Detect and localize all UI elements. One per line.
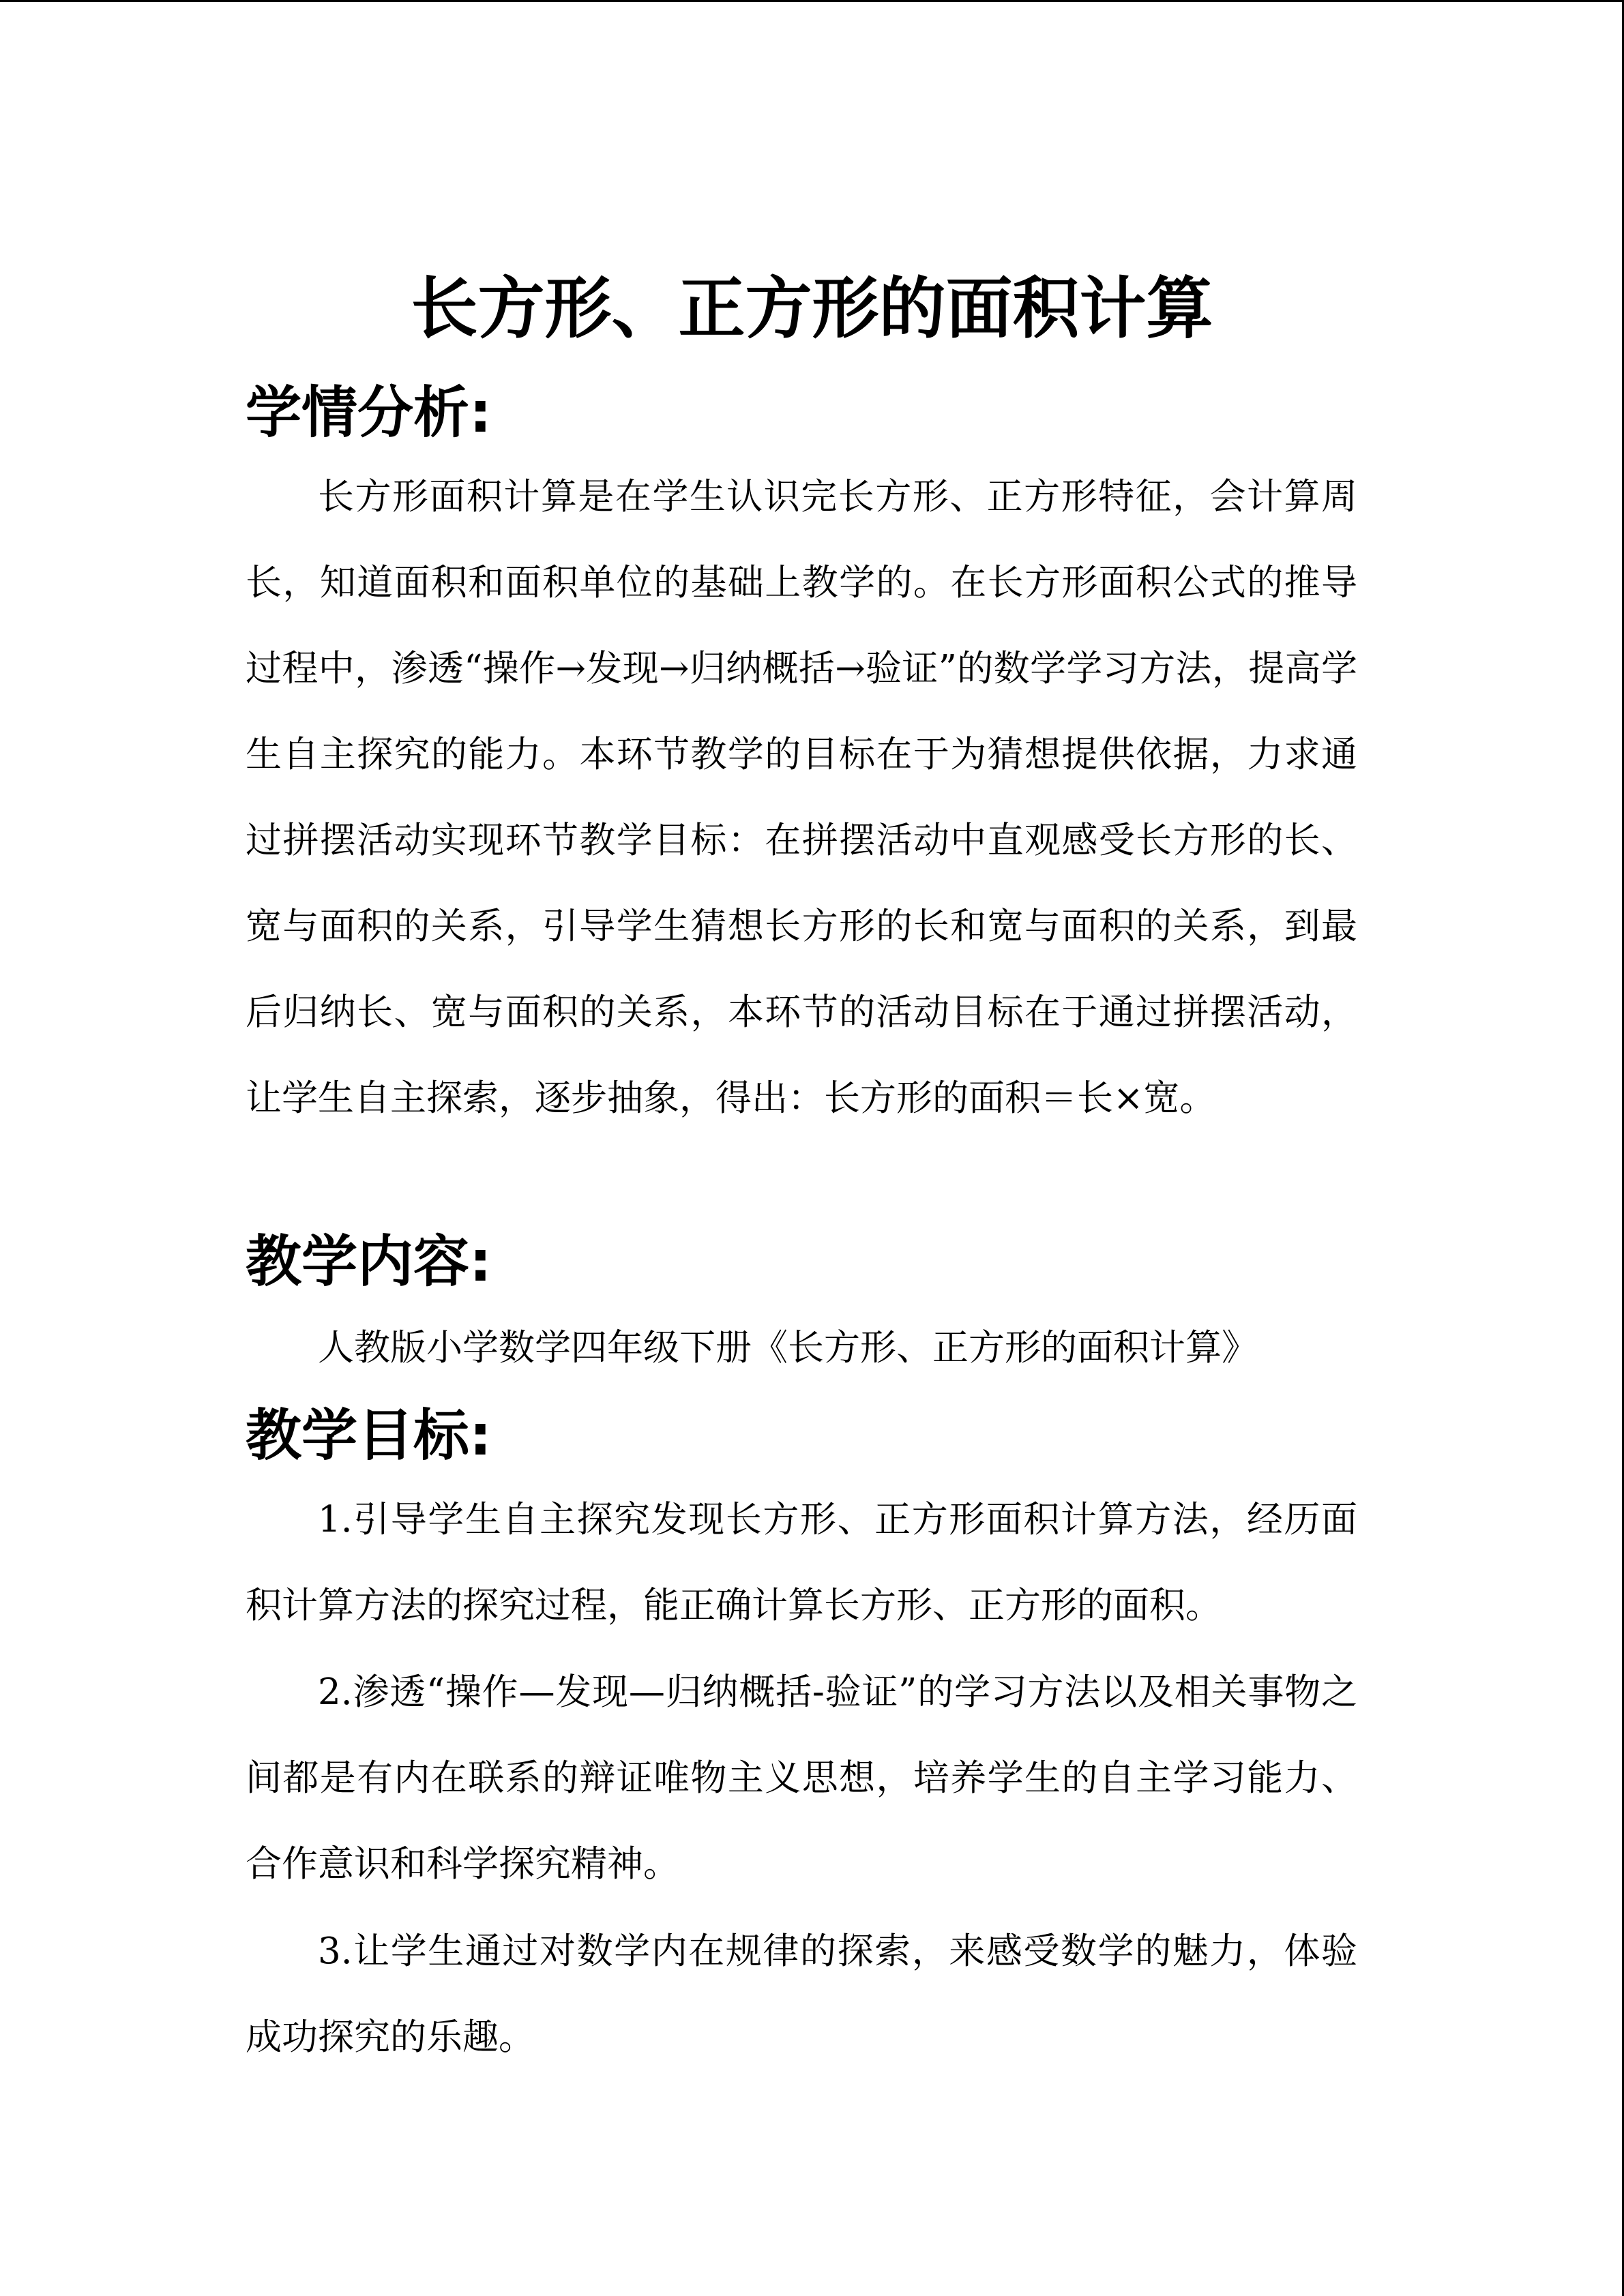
section-heading-analysis: 学情分析: [246, 381, 492, 445]
section-heading-content: 教学内容: [246, 1229, 492, 1294]
objective-item: 3.让学生通过对数学内在规律的探索，来感受数学的魅力，体验成功探究的乐趣。 [246, 1930, 1357, 2058]
document-title: 长方形、正方形的面积计算 [411, 270, 1213, 348]
objective-item: 2.渗透“操作—发现—归纳概括-验证”的学习方法以及相关事物之间都是有内在联系的辩证唯物主义思想，培养学生的自主学习能力、合作意识和科学探究精神。 [246, 1671, 1357, 1885]
content-paragraph: 人教版小学数学四年级下册《长方形、正方形的面积计算》 [318, 1327, 1258, 1369]
section-heading-objectives: 教学目标: [246, 1403, 492, 1468]
analysis-paragraph: 长方形面积计算是在学生认识完长方形、正方形特征，会计算周长，知道面积和面积单位的基础上教学的。在长方形面积公式的推导过程中，渗透“操作→发现→归纳概括→验证”的数学学习方法，提高学生自主探究的能力。本环节教学的目标在于为猜想提供依据，力求通过拼摆活动实现环节教学目标：在拼摆活动中直观感受长方形的长、宽与面积的关系，引导学生猜想长方形的长和宽与面积的关系，到最后归纳长、宽与面积的关系，本环节的活动目标在于通过拼摆活动，让学生自主探索，逐步抽象，得出：长方形的面积＝长×宽。 [246, 476, 1357, 1119]
objective-item: 1.引导学生自主探究发现长方形、正方形面积计算方法，经历面积计算方法的探究过程，能正确计算长方形、正方形的面积。 [246, 1499, 1357, 1626]
